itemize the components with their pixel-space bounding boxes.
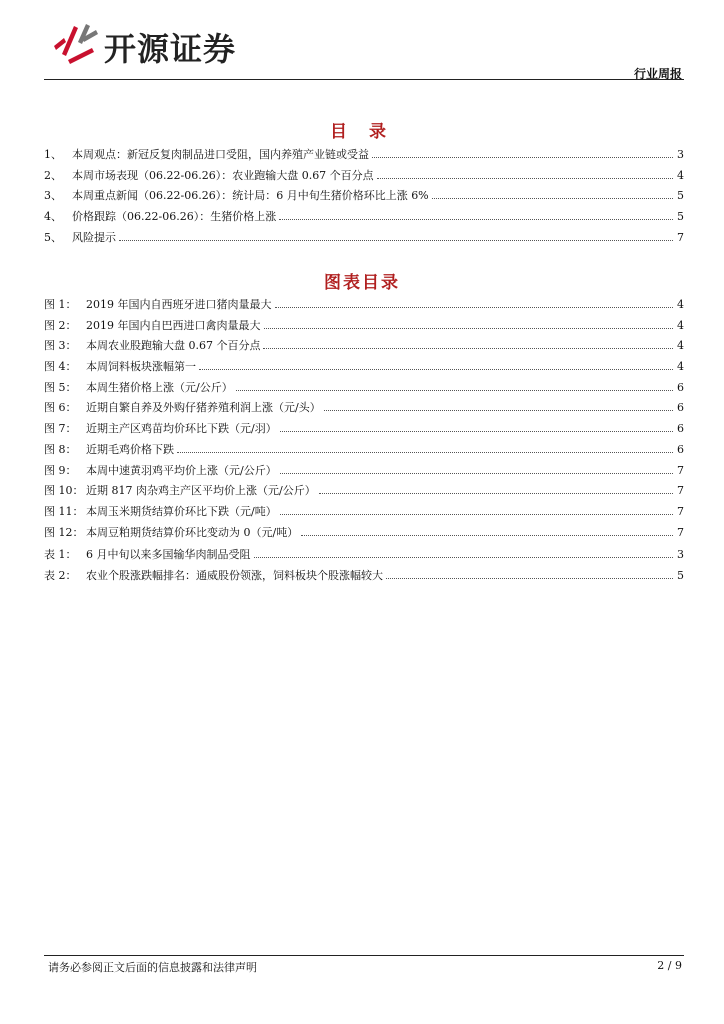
dot-leader	[275, 307, 674, 308]
figure-item-text: 本周饲料板块涨幅第一	[86, 360, 196, 374]
brand-logo-icon	[52, 16, 100, 66]
figure-item-text: 2019 年国内自巴西进口禽肉量最大	[86, 318, 261, 332]
table-item-page: 3	[677, 548, 684, 561]
figure-item[interactable]	[44, 299, 684, 320]
figure-item-number: 图 7：	[44, 422, 77, 436]
figure-item[interactable]	[44, 320, 684, 341]
figure-item-page: 4	[677, 339, 684, 353]
figure-item-number: 图 6：	[44, 401, 77, 415]
figure-item[interactable]	[44, 465, 684, 486]
figure-item-number: 图 8：	[44, 442, 77, 456]
dot-leader	[386, 578, 673, 579]
toc-item-text: 风险提示	[72, 230, 116, 244]
table-item-page: 5	[677, 568, 684, 582]
dot-leader	[377, 178, 673, 179]
header-divider	[44, 79, 684, 80]
figure-item[interactable]	[44, 402, 684, 423]
figure-item-page: 7	[677, 484, 684, 498]
figure-item-text: 近期主产区鸡苗均价环比下跌（元/羽）	[86, 422, 277, 436]
dot-leader	[177, 452, 673, 453]
figure-item-text: 2019 年国内自西班牙进口猪肉量最大	[86, 298, 272, 311]
toc-item-page: 5	[677, 189, 684, 203]
toc-item-text: 本周重点新闻（06.22-06.26）：统计局：6 月中旬生猪价格环比上涨 6%	[72, 189, 429, 203]
table-item[interactable]	[44, 570, 684, 591]
toc-item[interactable]	[44, 149, 684, 170]
toc-item-page: 4	[677, 168, 684, 182]
toc-item-number: 4、	[44, 210, 62, 224]
dot-leader	[432, 198, 673, 199]
toc-item[interactable]	[44, 211, 684, 232]
toc-item-page: 5	[677, 210, 684, 224]
dot-leader	[264, 328, 674, 329]
figure-item-text: 近期毛鸡价格下跌	[86, 442, 174, 456]
figure-item-text: 本周豆粕期货结算价环比变动为 0（元/吨）	[86, 525, 299, 539]
figure-item-number: 图 9：	[44, 463, 77, 477]
toc-item-number: 3、	[44, 189, 62, 203]
toc-item[interactable]	[44, 190, 684, 211]
toc-item-text: 本周观点：新冠反复肉制品进口受阻，国内养殖产业链或受益	[72, 148, 369, 161]
figure-item[interactable]	[44, 423, 684, 444]
figure-item[interactable]	[44, 527, 684, 548]
figure-item[interactable]	[44, 382, 684, 403]
dot-leader	[280, 514, 673, 515]
toc-item[interactable]	[44, 232, 684, 253]
figure-item-page: 4	[677, 298, 684, 311]
figure-item-text: 本周玉米期货结算价环比下跌（元/吨）	[86, 504, 277, 518]
figure-item[interactable]	[44, 361, 684, 382]
tables-list	[44, 549, 684, 590]
toc-item-number: 2、	[44, 168, 62, 182]
dot-leader	[280, 431, 673, 432]
table-item-number: 表 1：	[44, 548, 77, 561]
figure-item-page: 6	[677, 380, 684, 394]
toc-item-number: 5、	[44, 230, 62, 244]
figure-item[interactable]	[44, 485, 684, 506]
page-indicator: 2 / 9	[657, 959, 682, 972]
figure-item[interactable]	[44, 506, 684, 527]
figure-item-number: 图 2：	[44, 318, 77, 332]
dot-leader	[119, 240, 673, 241]
toc-item-page: 7	[677, 230, 684, 244]
figures-title: 图表目录	[324, 273, 400, 293]
brand-name: 开源证券	[104, 30, 237, 68]
report-type: 行业周报	[633, 67, 682, 81]
toc-item-page: 3	[677, 148, 684, 161]
figure-item-page: 7	[677, 504, 684, 518]
figure-item-text: 近期 817 肉杂鸡主产区平均价上涨（元/公斤）	[86, 484, 316, 498]
table-item-text: 6 月中旬以来多国输华肉制品受阻	[86, 548, 251, 561]
toc-item-text: 价格跟踪（06.22-06.26）：生猪价格上涨	[72, 210, 277, 224]
figure-item-number: 图 10：	[44, 484, 84, 498]
figure-item[interactable]	[44, 444, 684, 465]
figure-item[interactable]	[44, 340, 684, 361]
figure-item-number: 图 1：	[44, 298, 77, 311]
dot-leader	[236, 390, 673, 391]
figure-item-page: 4	[677, 360, 684, 374]
page-header	[44, 14, 684, 80]
figure-item-text: 本周生猪价格上涨（元/公斤）	[86, 380, 233, 394]
dot-leader	[279, 219, 673, 220]
figure-item-page: 6	[677, 442, 684, 456]
toc-item-number: 1、	[44, 148, 62, 161]
figure-item-page: 7	[677, 525, 684, 539]
table-item-text: 农业个股涨跌幅排名：通威股份领涨，饲料板块个股涨幅较大	[86, 568, 383, 582]
figure-item-text: 近期自繁自养及外购仔猪养殖利润上涨（元/头）	[86, 401, 321, 415]
dot-leader	[301, 535, 673, 536]
figure-item-text: 本周农业股跑输大盘 0.67 个百分点	[86, 339, 261, 353]
dot-leader	[199, 369, 673, 370]
figure-item-page: 6	[677, 422, 684, 436]
figure-item-number: 图 3：	[44, 339, 77, 353]
dot-leader	[254, 557, 674, 558]
toc-item-text: 本周市场表现（06.22-06.26）：农业跑输大盘 0.67 个百分点	[72, 168, 374, 182]
dot-leader	[263, 348, 673, 349]
figure-item-number: 图 12：	[44, 525, 84, 539]
figure-item-text: 本周中速黄羽鸡平均价上涨（元/公斤）	[86, 463, 277, 477]
figure-item-number: 图 11：	[44, 504, 84, 518]
toc-title: 目 录	[330, 122, 394, 142]
table-item-number: 表 2：	[44, 568, 77, 582]
dot-leader	[319, 493, 673, 494]
figure-item-number: 图 5：	[44, 380, 77, 394]
dot-leader	[372, 157, 673, 158]
dot-leader	[280, 473, 673, 474]
toc-item[interactable]	[44, 170, 684, 191]
footer-divider	[44, 955, 684, 956]
figure-item-page: 4	[677, 318, 684, 332]
figure-item-number: 图 4：	[44, 360, 77, 374]
table-item[interactable]	[44, 549, 684, 570]
dot-leader	[324, 410, 673, 411]
toc-list	[44, 149, 684, 252]
figure-item-page: 6	[677, 401, 684, 415]
footer-disclaimer: 请务必参阅正文后面的信息披露和法律声明	[48, 961, 257, 974]
figure-item-page: 7	[677, 463, 684, 477]
figures-list	[44, 299, 684, 547]
